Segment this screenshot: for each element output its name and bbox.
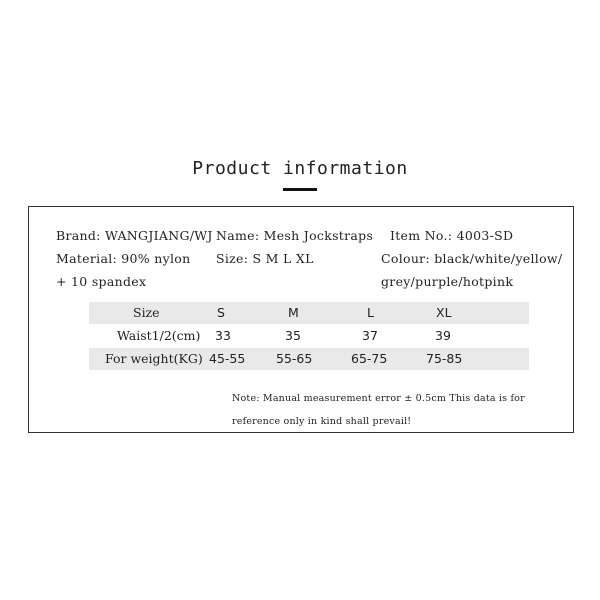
brand-text: Brand: WANGJIANG/WJ — [56, 228, 213, 243]
colour-text-line2: grey/purple/hotpink — [381, 274, 514, 289]
table-cell: 37 — [362, 328, 378, 343]
size-text: Size: S M L XL — [216, 251, 314, 266]
table-row — [89, 302, 529, 324]
material-text-line2: + 10 spandex — [56, 274, 147, 289]
name-text: Name: Mesh Jockstraps — [216, 228, 374, 243]
colour-text-line1: Colour: black/white/yellow/ — [381, 251, 563, 266]
note-text-line1: Note: Manual measurement error ± 0.5cm This data is for — [232, 393, 525, 404]
table-header-cell: Size — [133, 305, 160, 320]
table-cell: 65-75 — [351, 351, 388, 366]
note-text-line2: reference only in kind shall prevail! — [232, 416, 412, 427]
title-underline — [283, 188, 317, 191]
page-title: Product information — [192, 158, 408, 179]
table-row — [89, 348, 529, 370]
size-table — [89, 302, 529, 370]
table-cell: 55-65 — [276, 351, 313, 366]
table-header-cell: S — [217, 305, 225, 320]
table-header-cell: L — [367, 305, 374, 320]
table-cell: For weight(KG) — [105, 351, 203, 366]
table-cell: 75-85 — [426, 351, 463, 366]
table-cell: 33 — [215, 328, 231, 343]
table-cell: Waist1/2(cm) — [117, 328, 201, 343]
table-cell: 39 — [435, 328, 451, 343]
table-cell: 35 — [285, 328, 301, 343]
material-text-line1: Material: 90% nylon — [56, 251, 191, 266]
table-header-cell: M — [288, 305, 299, 320]
table-header-cell: XL — [436, 305, 452, 320]
table-cell: 45-55 — [209, 351, 246, 366]
table-row — [89, 325, 529, 347]
item-no-text: Item No.: 4003-SD — [390, 228, 514, 243]
